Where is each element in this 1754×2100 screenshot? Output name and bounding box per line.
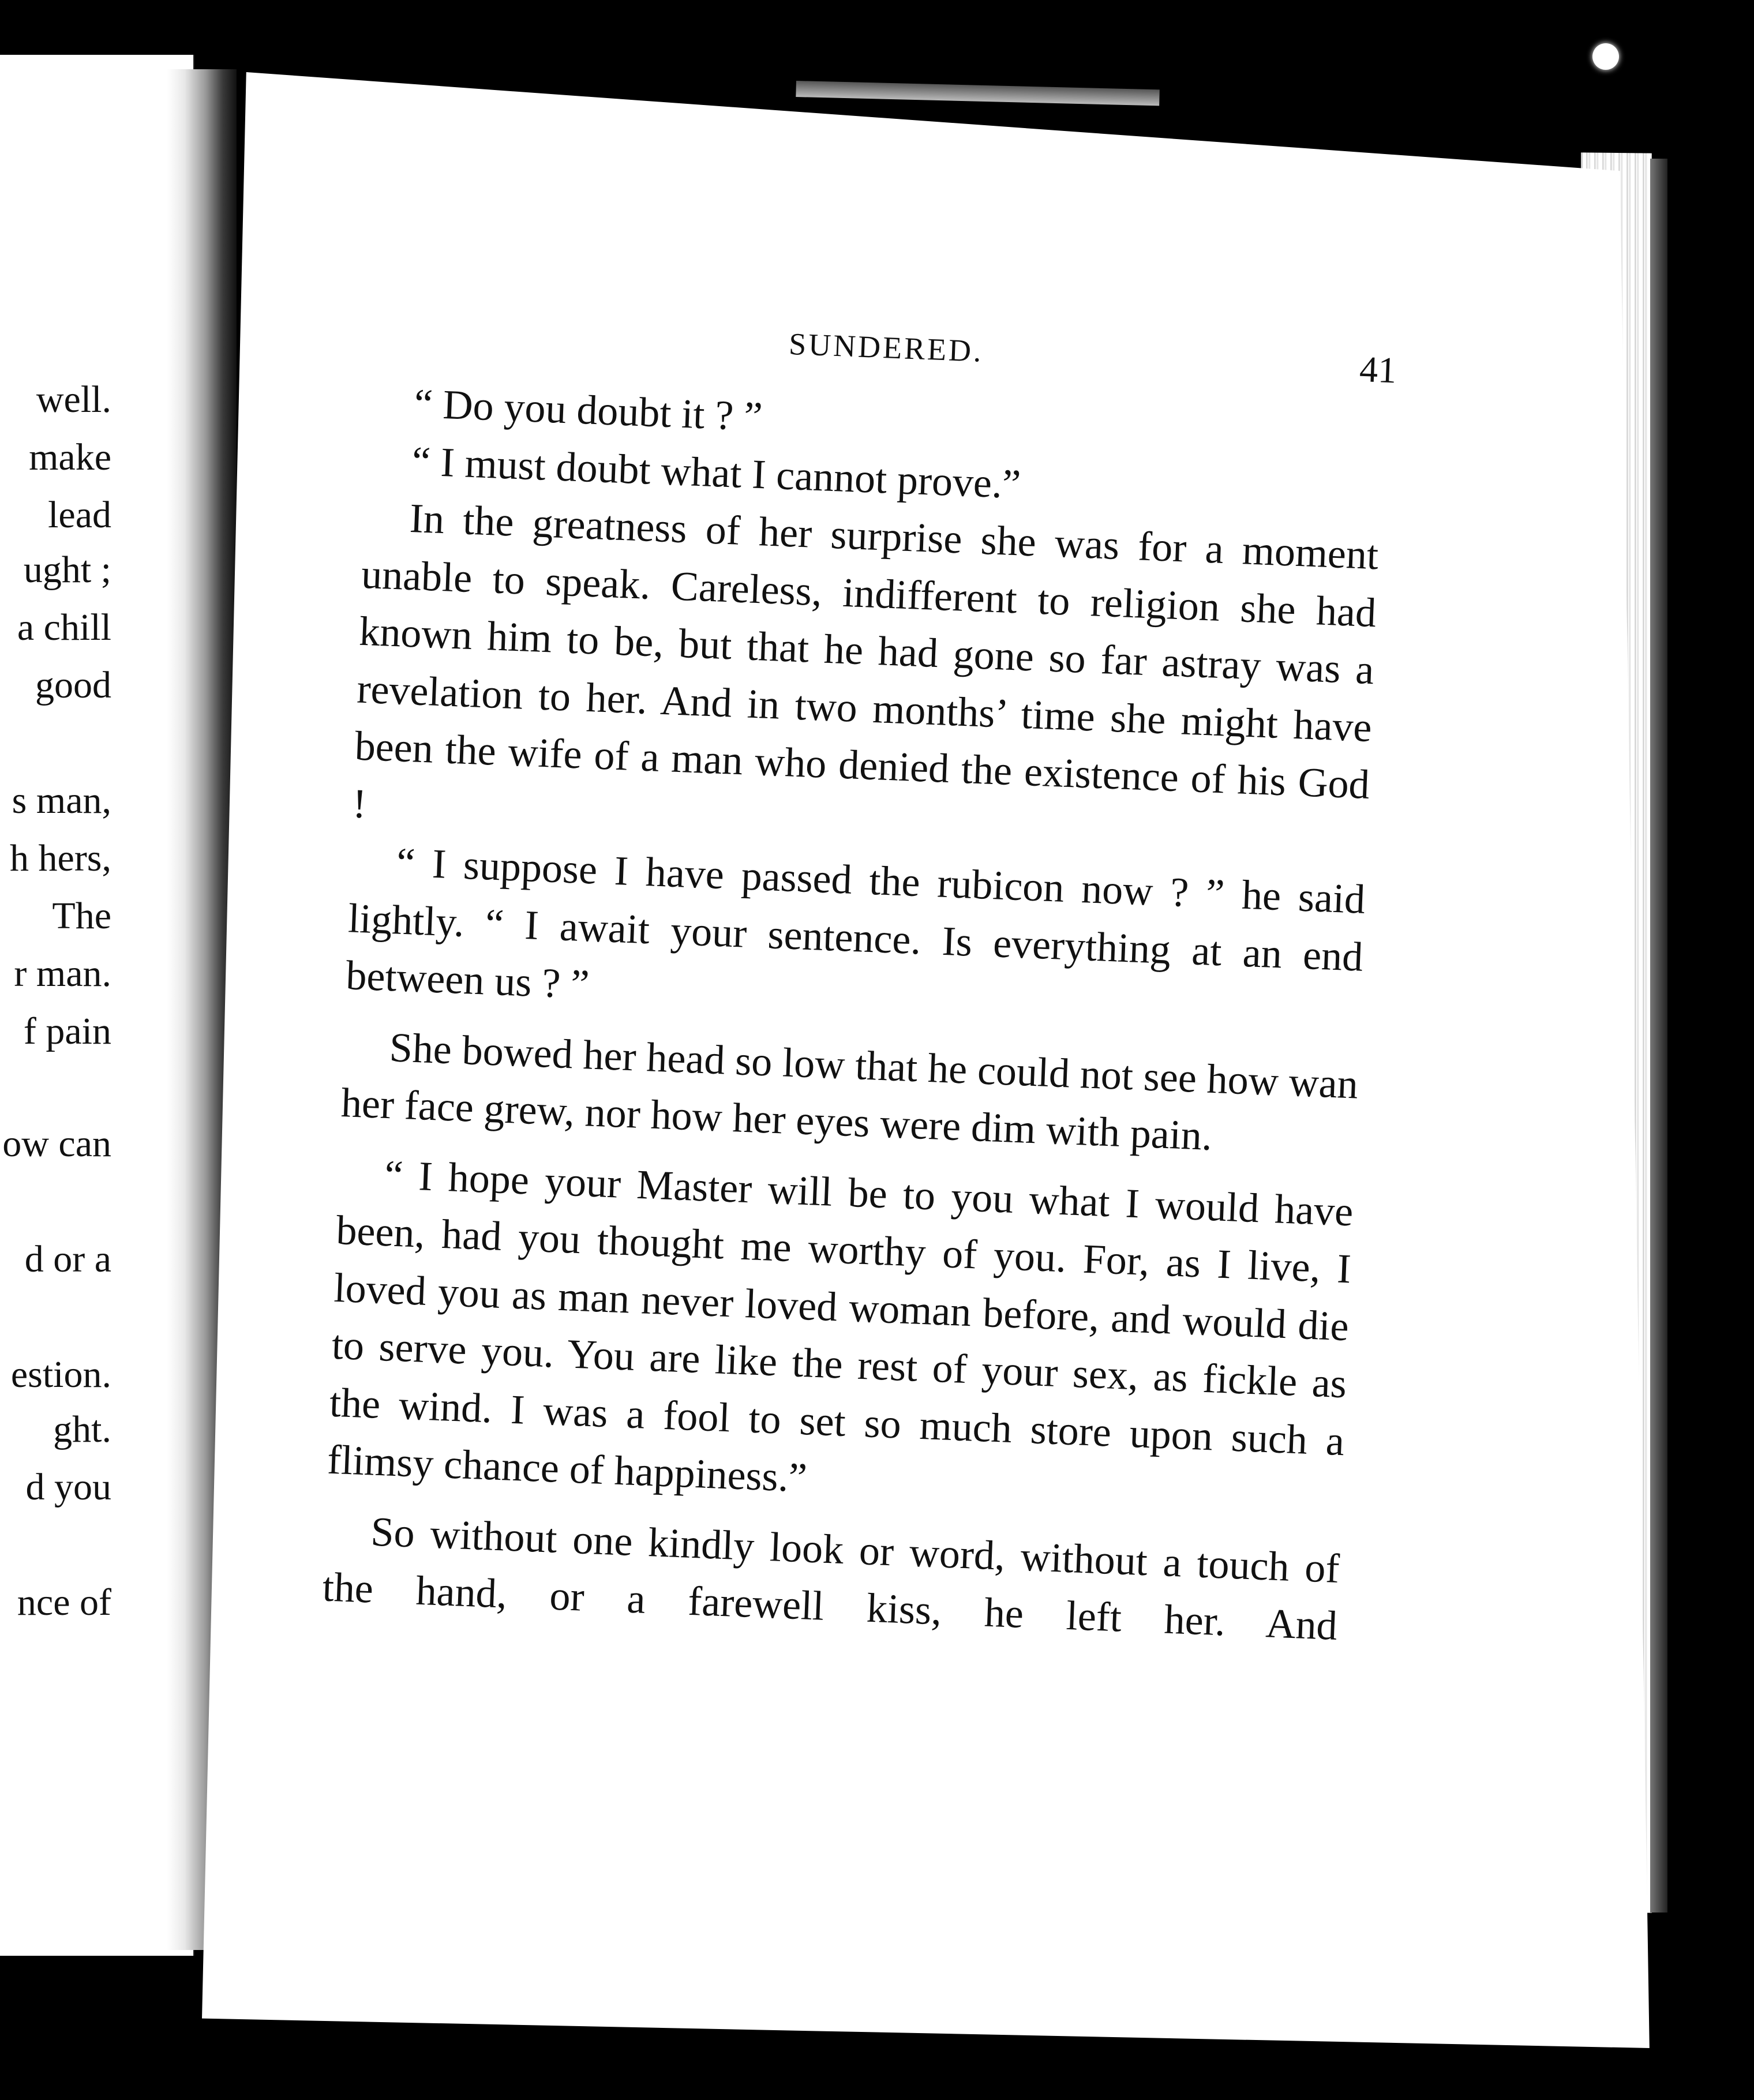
- left-page-line: lead: [48, 494, 111, 536]
- left-page-line: nce of: [17, 1581, 111, 1623]
- left-page-line: ght.: [53, 1408, 111, 1450]
- paragraph: “ I hope your Master will be to you what I would have been, had you thought me worthy of you. For, as I live, I loved you as man never loved woman before, and would die to serve you. You are like the rest of your sex, as fickle as the wind. I was a fool to set so much store upon such a flimsy chance of happiness.”: [326, 1151, 1354, 1501]
- left-page-line: estion.: [10, 1353, 111, 1396]
- left-page-line: The: [52, 895, 111, 937]
- left-page-line: well.: [36, 378, 111, 421]
- paragraph: So without one kindly look or word, without a touch of the hand, or a farewell kiss, he left her. And: [321, 1508, 1341, 1649]
- paragraph: “ I must doubt what I cannot prove.”: [411, 437, 1022, 507]
- left-page-line: good: [35, 664, 111, 706]
- page-number: 41: [1358, 348, 1397, 391]
- running-head: SUNDERED.: [788, 326, 984, 369]
- left-page-line: d you: [25, 1466, 111, 1508]
- left-page-line: f pain: [23, 1010, 111, 1052]
- paragraph: “ I suppose I have passed the rubicon now ? ” he said lightly. “ I await your sentence. Is everything at an end between us ? ”: [345, 839, 1366, 1008]
- left-page-line: a chill: [17, 606, 111, 648]
- body-text: [321, 373, 1384, 1655]
- left-page-line: ught ;: [23, 549, 111, 591]
- paragraph: “ Do you doubt it ? ”: [413, 380, 763, 440]
- paragraph: She bowed her head so low that he could not see how wan her face grew, nor how her eyes were dim with pain.: [340, 1023, 1359, 1160]
- left-page-line: s man,: [12, 779, 111, 822]
- left-page-line: h hers,: [10, 837, 111, 879]
- left-page-line: make: [29, 436, 111, 478]
- left-page-line: r man.: [14, 952, 111, 995]
- left-page-line: ow can: [2, 1123, 111, 1165]
- paragraph: In the greatness of her surprise she was for a moment unable to speak. Careless, indifferent to religion she had known him to be, but that he had gone so far astray was a revelation to her. And in two months’ time she might have been the wife of a man who denied the existence of his God !: [351, 494, 1380, 827]
- left-page-line: d or a: [24, 1238, 111, 1280]
